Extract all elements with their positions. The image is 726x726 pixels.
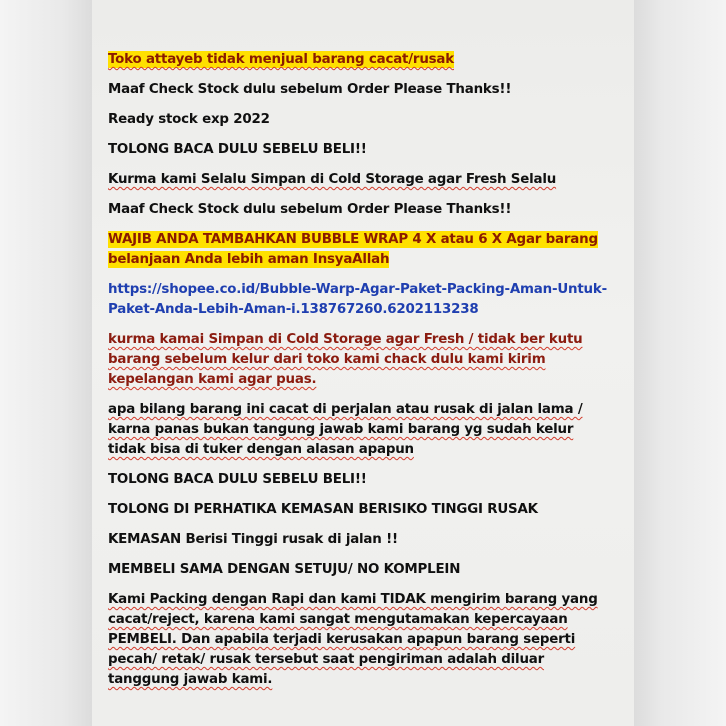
highlighted-text: Toko attayeb tidak menjual barang cacat/rusak [108, 52, 454, 67]
monitor-bezel-right [634, 0, 726, 726]
notice-line-10: apa bilang barang ini cacat di perjalan atau rusak di jalan lama / karna panas bukan tangung jawab kami barang yg sudah kelur tidak bisa di tuker dengan alasan apapun [108, 402, 583, 457]
notice-line-1 [108, 50, 608, 70]
document-body [108, 50, 608, 700]
monitor-bezel-left [0, 0, 92, 726]
notice-line-12: TOLONG DI PERHATIKA KEMASAN BERISIKO TINGGI RUSAK [108, 502, 538, 517]
shopee-link[interactable]: https://shopee.co.id/Bubble-Warp-Agar-Paket-Packing-Aman-Untuk-Paket-Anda-Lebih-Aman-i.138767260.6202113238 [108, 282, 607, 317]
document-screen [92, 0, 634, 726]
notice-line-15: Kami Packing dengan Rapi dan kami TIDAK mengirim barang yang cacat/reject, karena kami sangat mengutamakan kepercayaan PEMBELI. Dan apabila terjadi kerusakan apapun barang seperti pecah/ retak/ rusak tersebut saat pengiriman adalah diluar tanggung jawab kami. [108, 592, 598, 687]
notice-line-14: MEMBELI SAMA DENGAN SETUJU/ NO KOMPLEIN [108, 562, 461, 577]
notice-line-11: TOLONG BACA DULU SEBELU BELI!! [108, 472, 367, 487]
notice-line-4: TOLONG BACA DULU SEBELU BELI!! [108, 142, 367, 157]
highlighted-text: WAJIB ANDA TAMBAHKAN BUBBLE WRAP 4 X atau 6 X Agar barang belanjaan Anda lebih aman InsyaAllah [108, 232, 598, 267]
notice-line-13: KEMASAN Berisi Tinggi rusak di jalan !! [108, 532, 398, 547]
notice-line-6: Maaf Check Stock dulu sebelum Order Please Thanks!! [108, 202, 512, 217]
notice-line-2: Maaf Check Stock dulu sebelum Order Please Thanks!! [108, 82, 512, 97]
notice-line-5: Kurma kami Selalu Simpan di Cold Storage agar Fresh Selalu [108, 172, 557, 187]
notice-line-3: Ready stock exp 2022 [108, 112, 270, 127]
notice-line-9: kurma kamai Simpan di Cold Storage agar Fresh / tidak ber kutu barang sebelum kelur dari toko kami chack dulu kami kirim kepelangan kami agar puas. [108, 332, 583, 387]
notice-line-7 [108, 230, 608, 270]
